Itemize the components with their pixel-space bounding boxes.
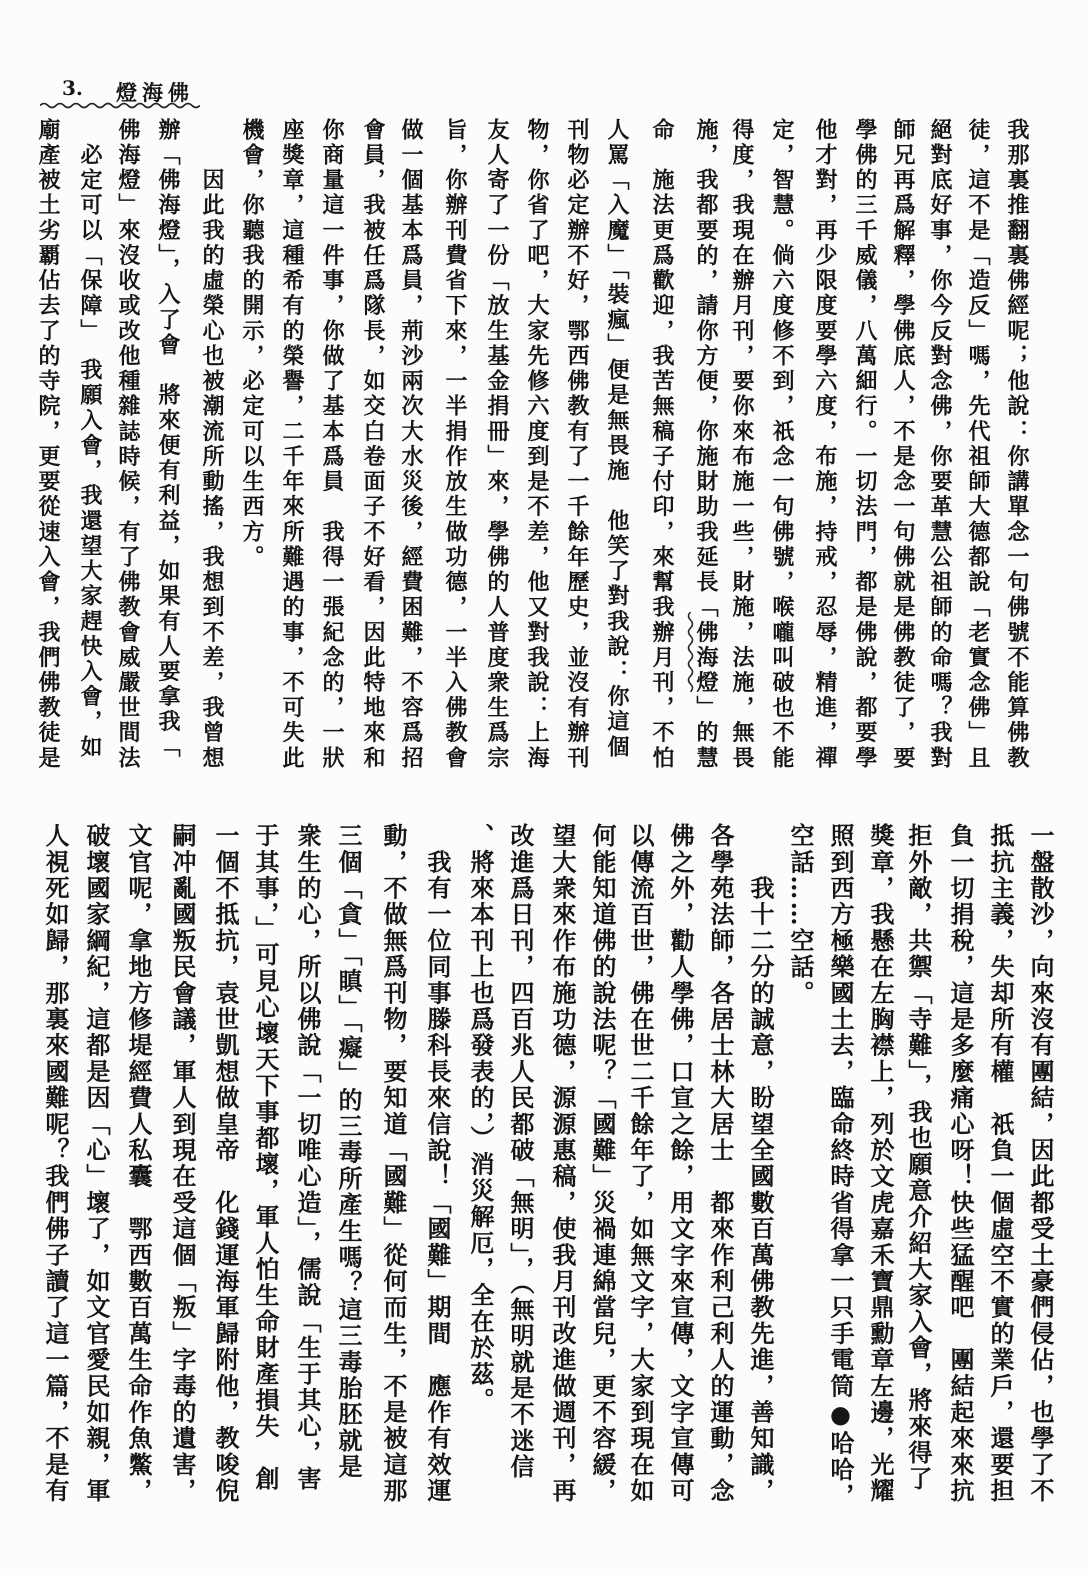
text-column: 學佛的三千威儀，八萬細行。一切法門，都是佛說，都要學 [852, 118, 878, 772]
text-column: 佛之外，勸人學佛，口宣之餘，用文字來宣傳，文字宣傳可 [666, 823, 695, 1505]
wavy-underline-decoration [40, 101, 200, 110]
text-column: 刊物必定辦不好，鄂西佛教有了一千餘年歷史，並沒有辦刊 [564, 118, 590, 772]
text-column: 各學苑法師，各居士林大居士 都來作利己利人的運動，念 [706, 823, 735, 1505]
text-column: 獎章，我懸在左胸襟上，列於文虎嘉禾寶鼎勳章左邊，光耀 [866, 823, 895, 1505]
text-column: 一個不抵抗，袁世凱想做皇帝 化錢運海軍歸附他，教唆倪 [211, 823, 240, 1505]
text-column: 定，智慧。倘六度修不到，祇念一句佛號，喉嚨叫破也不能 [769, 118, 795, 772]
text-column: 因此我的虛榮心也被潮流所動搖，我想到不差，我曾想 [199, 118, 225, 772]
text-column: 動，不做無爲刊物，要知道「國難」從何而生，不是被這那 [379, 823, 408, 1505]
text-column: 破壞國家綱紀，這都是因「心」壞了，如文官愛民如親，軍 [82, 823, 111, 1505]
text-column: 師兄再爲解釋，學佛底人，不是念一句佛就是佛教徒了，要 [890, 118, 916, 772]
text-column: 必定可以「保障」 我願入會，我還望大家趕快入會，如 [77, 118, 103, 761]
text-column: 得度，我現在辦月刊，要你來布施一些，財施，法施，無畏 [729, 118, 755, 772]
text-column: 做一個基本爲員，荊沙兩次大水災後，經費困難，不容爲招 [398, 118, 424, 772]
text-column: 抵抗主義，失却所有權 祇負一個虛空不實的業戶，還要担 [986, 823, 1015, 1505]
text-column: 人視死如歸，那裏來國難呢？我們佛子讀了這一篇，不是有 [41, 823, 70, 1505]
text-column: 負一切捐稅，這是多麼痛心呀！快些猛醒吧 團結起來來抗 [946, 823, 975, 1505]
text-column: 友人寄了一份「放生基金捐冊」來，學佛的人普度衆生爲宗 [484, 118, 510, 772]
text-column: 命 施法更爲歡迎，我苦無稿子付印，來幫我辦月刊，不怕 [649, 118, 675, 772]
text-column: 衆生的心，所以佛說「一切唯心造」，儒說「生于其心，害 [293, 823, 322, 1493]
text-column: 于其事，」可見心壞天下事都壞，軍人怕生命財產損失 創 [251, 823, 280, 1493]
text-column: 絕對底好事，你今反對念佛，你要革慧公祖師的命嗎？我對 [927, 118, 953, 772]
wavy-emphasis-line-decoration [686, 612, 695, 692]
text-column: 文官呢，拿地方修堤經費人私囊 鄂西數百萬生命作魚鱉， [124, 823, 153, 1505]
text-column: 改進爲日刊，四百兆人民都破「無明」，（無明就是不迷信 [506, 823, 535, 1481]
text-column: 他才對，再少限度要學六度，布施，持戒，忍辱，精進，禪 [812, 118, 838, 772]
page-number: 3. [62, 76, 83, 100]
text-column: 座獎章，這種希有的榮譽，二千年來所難遇的事，不可失此 [279, 118, 305, 772]
text-column: 物，你省了吧，大家先修六度到是不差，他又對我說：上海 [524, 118, 550, 772]
text-column: 徒，這不是「造反」嗎，先代祖師大德都說「老實念佛」且 [965, 118, 991, 772]
text-column: 何能知道佛的說法呢？「國難」災禍連綿當兒，更不容緩， [588, 823, 617, 1505]
text-column: 我十二分的誠意，盼望全國數百萬佛教先進，善知識， [746, 823, 775, 1505]
text-column: 會員，我被任爲隊長，如交白卷面子不好看，因此特地來和 [360, 118, 386, 772]
text-column: 佛海燈」來沒收或改他種雜誌時候，有了佛教會威嚴世間法 [115, 118, 141, 772]
text-column: 你商量這一件事，你做了基本爲員 我得一張紀念的，一狀 [319, 118, 345, 772]
text-column: 人罵「入魔」「裝瘋」便是無畏施 他笑了對我說：你這個 [604, 118, 630, 761]
text-column: 機會，你聽我的開示，必定可以生西方。 [239, 118, 265, 571]
text-column: 三個「貪」「瞋」「癡」的三毒所產生嗎？這三毒胎胚就是 [334, 823, 363, 1481]
text-column: 辦「佛海燈」，入了會 將來便有利益，如果有人要拿我「 [155, 118, 181, 761]
text-column: 施，我都要的，請你方便，你施財助我延長「佛海燈」的慧 [693, 118, 719, 772]
publication-title: 燈海佛 [116, 80, 194, 105]
text-column: 廟產被土劣覇佔去了的寺院，更要從速入會，我們佛教徒是 [35, 118, 61, 772]
text-column: 旨，你辦刊費省下來，一半捐作放生做功德，一半入佛教會 [442, 118, 468, 772]
text-column: 、將來本刊上也爲發表的，）消災解厄，全在於茲。 [466, 823, 495, 1414]
text-column: 以傳流百世，佛在世二千餘年了，如無文字，大家到現在如 [626, 823, 655, 1505]
text-column: 我那裏推翻裏佛經呢；他說：你講單念一句佛號不能算佛教 [1004, 118, 1030, 772]
text-column: 嗣冲亂國叛民會議，軍人到現在受這個「叛」字毒的遺害， [168, 823, 197, 1505]
text-column: 我有一位同事滕科長來信說！「國難」期間 應作有效運 [423, 823, 452, 1505]
text-column: 一盤散沙，向來沒有團結，因此都受土豪們侵佔，也學了不 [1026, 823, 1055, 1505]
text-column: 拒外敵，共禦「寺難」，我也願意介紹大家入會，將來得了 [904, 823, 933, 1493]
text-column: 空話……空話。 [786, 823, 815, 1007]
text-column: 望大衆來作布施功德，源源惠稿，使我月刊改進做週刊，再 [548, 823, 577, 1505]
text-column: 照到西方極樂國土去，臨命終時省得拿一只手電筒●哈哈， [826, 823, 855, 1510]
